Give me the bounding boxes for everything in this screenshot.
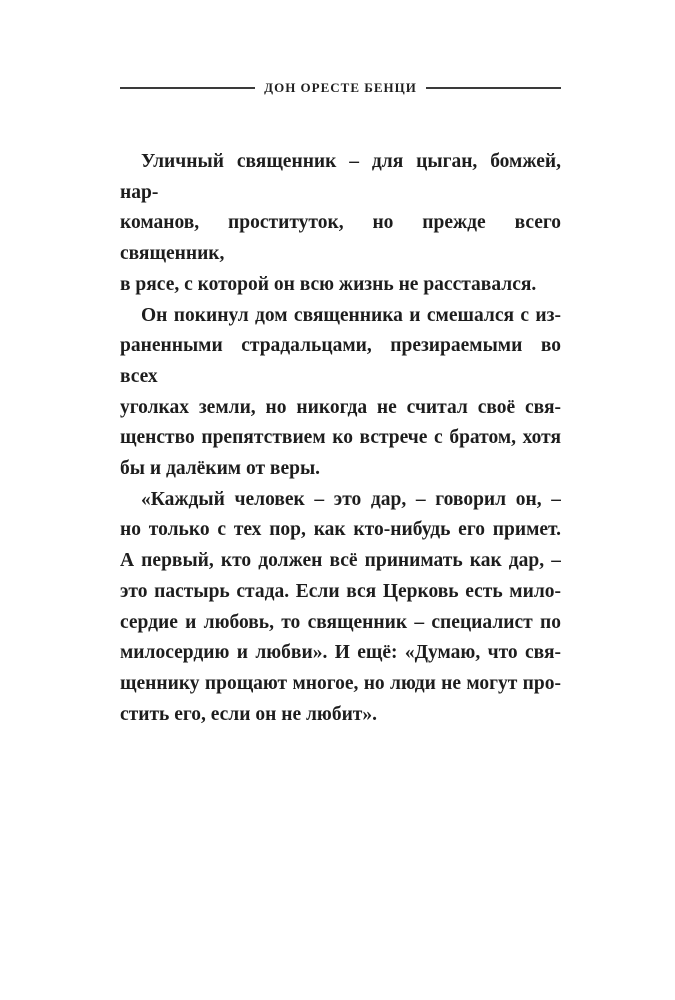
text-line: команов, проституток, но прежде всего священник,	[120, 212, 561, 265]
running-header-title: ДОН ОРЕСТЕ БЕНЦИ	[264, 80, 417, 95]
text-line: уголках земли, но никогда не считал своё свя-	[120, 396, 561, 418]
text-line: щенство препятствием ко встрече с братом, хотя	[120, 427, 561, 449]
text-line: сердие и любовь, то священник – специалист по	[120, 611, 561, 633]
text-line: раненными страдальцами, презираемыми во всех	[120, 335, 561, 387]
header-rule-right	[426, 87, 561, 89]
paragraph	[120, 301, 561, 485]
text-line: «Каждый человек – это дар, – говорил он, –	[141, 488, 561, 510]
header-rule-left	[120, 87, 255, 89]
text-line: щеннику прощают многое, но люди не могут про-	[120, 672, 561, 694]
paragraph	[120, 147, 561, 301]
text-line: милосердию и любви». И ещё: «Думаю, что свя-	[120, 642, 561, 664]
text-line: Уличный священник – для цыган, бомжей, нар-	[120, 151, 561, 203]
text-line: стить его, если он не любит».	[120, 703, 378, 725]
text-line: в рясе, с которой он всю жизнь не расставался.	[120, 273, 537, 295]
running-header	[120, 78, 561, 98]
text-line: Он покинул дом священника и смешался с из-	[141, 304, 561, 326]
paragraph	[120, 485, 561, 731]
text-line: бы и далёким от веры.	[120, 458, 321, 480]
page-text	[120, 147, 561, 730]
text-line: но только с тех пор, как кто-нибудь его примет.	[120, 519, 561, 541]
text-line: А первый, кто должен всё принимать как дар, –	[120, 550, 561, 572]
text-line: это пастырь стада. Если вся Церковь есть мило-	[120, 580, 561, 602]
